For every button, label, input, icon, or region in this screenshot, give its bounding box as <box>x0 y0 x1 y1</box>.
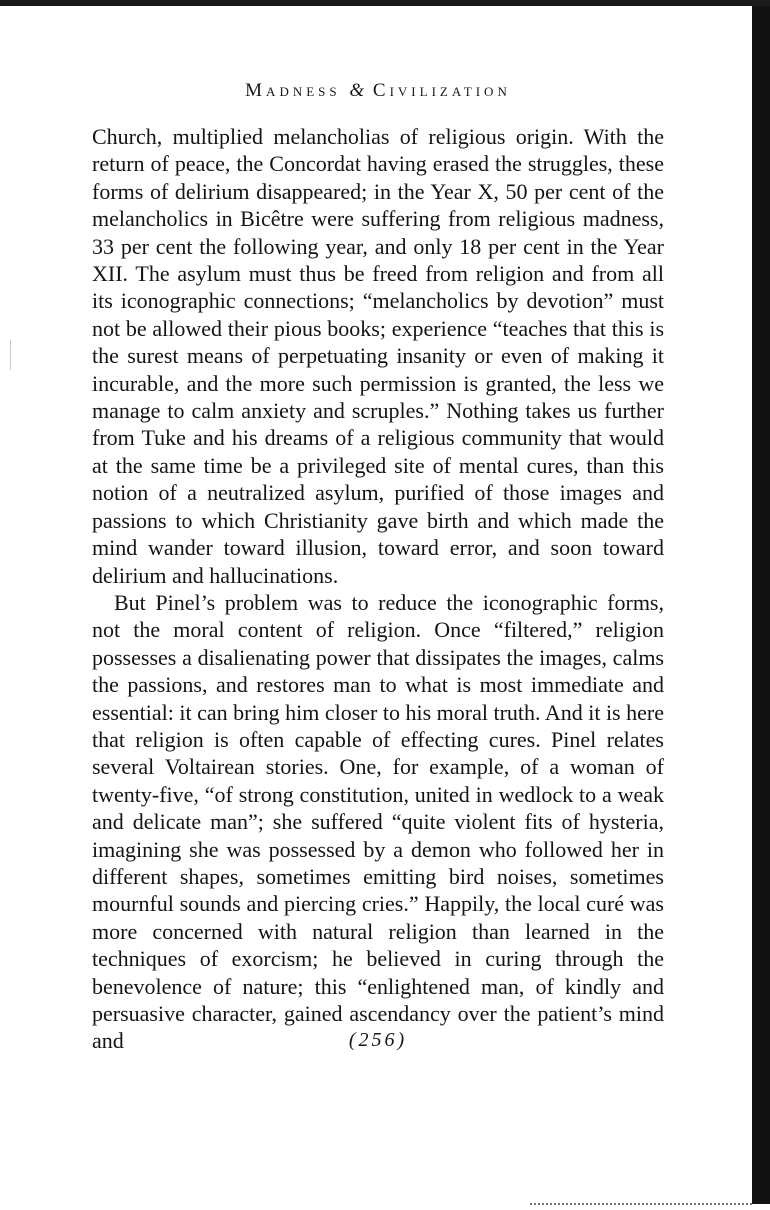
scan-top-border <box>0 0 770 6</box>
running-head-ampersand: & <box>349 80 365 101</box>
paragraph-1: Church, multiplied melancholias of religious origin. With the return of peace, the Concordat having erased the struggles, these forms of delirium disappeared; in the Year X, 50 per cent of the melancholics in Bicêtre were suffering from religious madness, 33 per cent the following year, and only 18 per cent in the Year XII. The asylum must thus be freed from religion and from all its iconographic connections; “melancholics by devotion” must not be allowed their pious books; experience “teaches that this is the surest means of perpetuating insanity or even of making it incurable, and the more such permission is granted, the less we manage to calm anxiety and scruples.” Nothing takes us further from Tuke and his dreams of a religious community that would at the same time be a privileged site of mental cures, than this notion of a neutralized asylum, purified of those images and passions to which Christianity gave birth and which made the mind wander toward illusion, toward error, and soon toward delirium and hallucinations. <box>92 124 664 588</box>
running-head-part1: Madness <box>245 80 341 101</box>
paragraph-2: But Pinel’s problem was to reduce the iconographic forms, not the moral content of religion. Once “filtered,” religion possesses a disalienating power that dissipates the images, calms the passions, and restores man to what is most immediate and essential: it can bring him closer to his moral truth. And it is here that religion is often capable of effecting cures. Pinel relates several Voltairean stories. One, for example, of a woman of twenty-five, “of strong constitution, united in wedlock to a weak and delicate man”; she suffered “quite violent fits of hysteria, imagining she was possessed by a demon who followed her in different shapes, sometimes emitting bird noises, sometimes mournful sounds and piercing cries.” Happily, the local curé was more concerned with natural religion than learned in the techniques of exorcism; he believed in curing through the benevolence of nature; this “enlightened man, of kindly and persuasive character, gained ascendancy over the patient’s mind and <box>92 589 664 1054</box>
running-head <box>92 80 664 102</box>
scan-left-mark <box>10 340 11 370</box>
scan-right-border <box>752 6 770 1204</box>
running-head-part2: Civilization <box>372 80 511 101</box>
page-number: (256) <box>348 1029 408 1051</box>
body-text <box>92 123 664 1055</box>
scan-bottom-mark <box>530 1203 752 1205</box>
